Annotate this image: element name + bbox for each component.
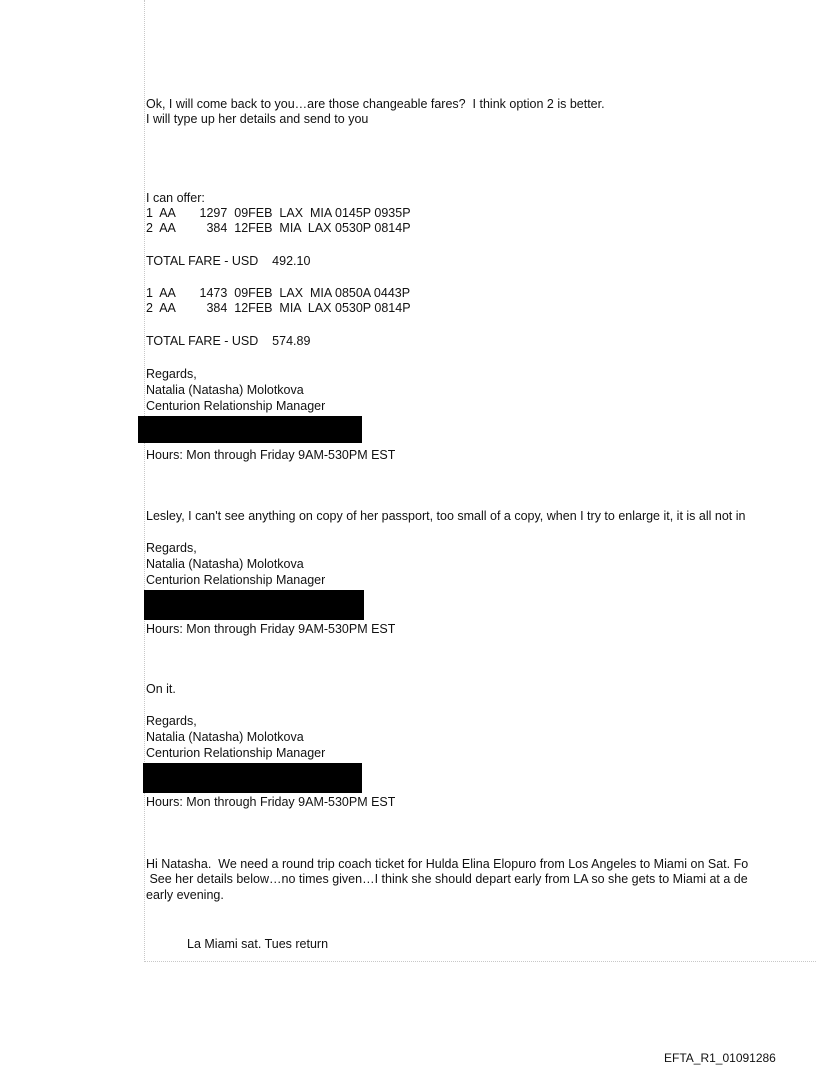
option-2-segment-1: 1 AA 1473 09FEB LAX MIA 0850A 0443P xyxy=(146,286,411,300)
signature-1-hours: Hours: Mon through Friday 9AM-530PM EST xyxy=(146,448,396,462)
option-1-total-fare: TOTAL FARE - USD 492.10 xyxy=(146,254,311,268)
message-1-line-2: I will type up her details and send to you xyxy=(146,112,369,126)
signature-2-regards: Regards, xyxy=(146,541,197,555)
signature-3-regards: Regards, xyxy=(146,714,197,728)
option-1-segment-2: 2 AA 384 12FEB MIA LAX 0530P 0814P xyxy=(146,221,411,235)
quoted-request: La Miami sat. Tues return xyxy=(187,937,329,951)
offer-intro: I can offer: xyxy=(146,191,205,205)
signature-3-hours: Hours: Mon through Friday 9AM-530PM EST xyxy=(146,795,396,809)
signature-2-title: Centurion Relationship Manager xyxy=(146,573,326,587)
redaction-block-3 xyxy=(143,763,362,793)
option-2-total-fare: TOTAL FARE - USD 574.89 xyxy=(146,334,311,348)
signature-1-title: Centurion Relationship Manager xyxy=(146,399,326,413)
message-3-line-1: On it. xyxy=(146,682,176,696)
signature-1-regards: Regards, xyxy=(146,367,197,381)
message-4-line-3: early evening. xyxy=(146,888,224,902)
signature-3-title: Centurion Relationship Manager xyxy=(146,746,326,760)
message-4-line-2: See her details below…no times given…I think she should depart early from LA so she gets to Miami at a de xyxy=(146,872,748,886)
signature-3-name: Natalia (Natasha) Molotkova xyxy=(146,730,304,744)
signature-2-name: Natalia (Natasha) Molotkova xyxy=(146,557,304,571)
message-4-line-1: Hi Natasha. We need a round trip coach ticket for Hulda Elina Elopuro from Los Angeles to Miami on Sat. Fo xyxy=(146,857,749,871)
redaction-block-2 xyxy=(144,590,364,620)
document-id: EFTA_R1_01091286 xyxy=(664,1051,776,1065)
redaction-block-1 xyxy=(138,416,362,443)
option-1-segment-1: 1 AA 1297 09FEB LAX MIA 0145P 0935P xyxy=(146,206,411,220)
signature-2-hours: Hours: Mon through Friday 9AM-530PM EST xyxy=(146,622,396,636)
email-thread-container xyxy=(144,0,816,962)
message-1-line-1: Ok, I will come back to you…are those changeable fares? I think option 2 is better. xyxy=(146,97,605,111)
option-2-segment-2: 2 AA 384 12FEB MIA LAX 0530P 0814P xyxy=(146,301,411,315)
message-2-line-1: Lesley, I can't see anything on copy of her passport, too small of a copy, when I try to enlarge it, it is all not in xyxy=(146,509,746,523)
signature-1-name: Natalia (Natasha) Molotkova xyxy=(146,383,304,397)
